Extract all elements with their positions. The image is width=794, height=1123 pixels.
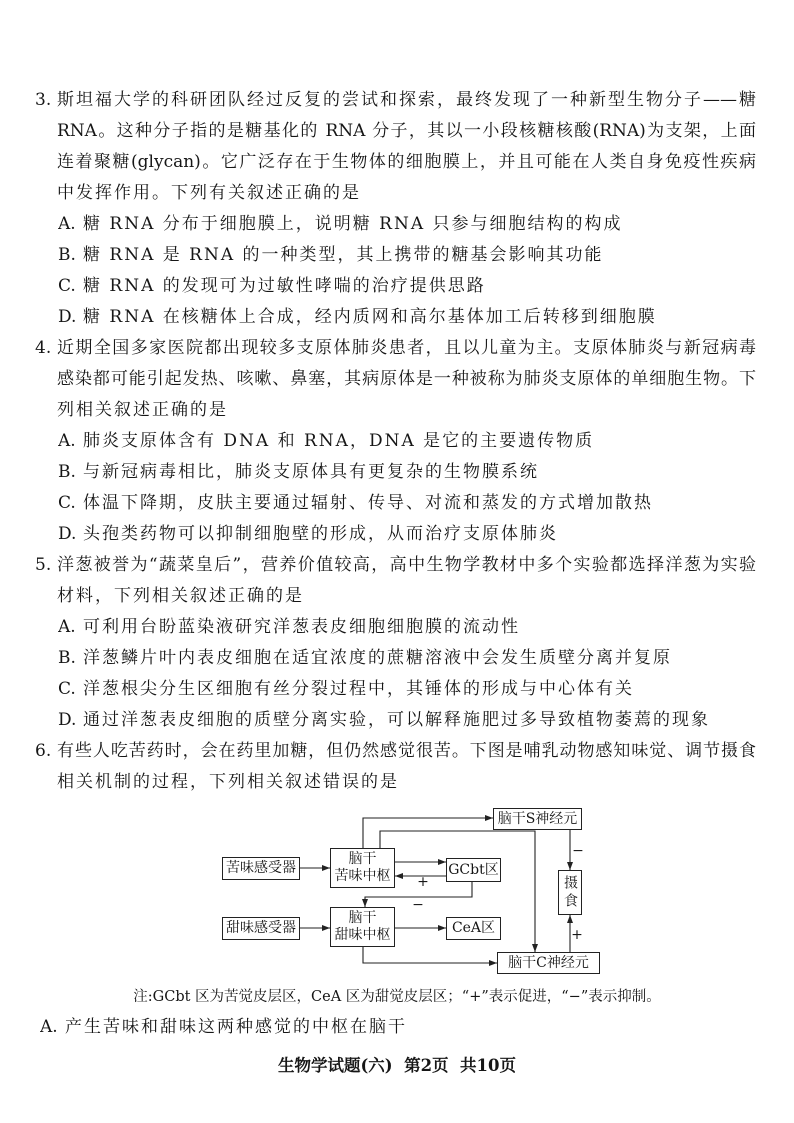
option-text: 产生苦味和甜味这两种感觉的中枢在脑干 xyxy=(65,1017,407,1037)
option-c xyxy=(0,488,794,519)
option-b xyxy=(0,457,794,488)
option-text: 糖 RNA 的发现可为过敏性哮喘的治疗提供思路 xyxy=(83,276,486,296)
feeding-box xyxy=(558,870,582,915)
promote-sign: + xyxy=(417,874,429,890)
question-3 xyxy=(0,85,794,333)
question-stem-line xyxy=(0,178,794,209)
question-stem-line xyxy=(0,333,794,364)
option-label: B. xyxy=(58,462,76,482)
question-5 xyxy=(0,550,794,736)
bitter-receptor-label: 苦味感受器 xyxy=(226,860,296,876)
option-label: C. xyxy=(58,276,76,296)
option-text: 与新冠病毒相比，肺炎支原体具有更复杂的生物膜系统 xyxy=(83,462,539,482)
option-label: D. xyxy=(58,524,77,544)
option-label: A. xyxy=(58,431,76,451)
question-6-options xyxy=(0,1012,794,1043)
c-neuron-box xyxy=(497,952,600,974)
option-b xyxy=(0,240,794,271)
question-stem-line xyxy=(0,85,794,116)
option-label: A. xyxy=(58,214,76,234)
question-stem-line xyxy=(0,395,794,426)
bitter-receptor-box xyxy=(222,857,300,880)
option-d xyxy=(0,302,794,333)
option-a xyxy=(0,1012,794,1043)
option-text: 体温下降期，皮肤主要通过辐射、传导、对流和蒸发的方式增加散热 xyxy=(83,493,653,513)
inhibit-sign: − xyxy=(572,843,584,859)
sweet-center-label-line2: 甜味中枢 xyxy=(334,927,391,943)
option-d xyxy=(0,705,794,736)
inhibit-sign: − xyxy=(412,897,424,913)
option-c xyxy=(0,674,794,705)
option-text: 洋葱根尖分生区细胞有丝分裂过程中，其锤体的形成与中心体有关 xyxy=(83,679,634,699)
bitter-center-box xyxy=(330,848,395,888)
option-label: A. xyxy=(58,617,76,637)
sweet-receptor-label: 甜味感受器 xyxy=(226,920,296,936)
question-stem-line xyxy=(0,736,794,767)
question-stem-text: 近期全国多家医院都出现较多支原体肺炎患者，且以儿童为主。支原体肺炎与新冠病毒 xyxy=(57,338,756,358)
option-text: 通过洋葱表皮细胞的质壁分离实验，可以解释施肥过多导致植物萎蔫的现象 xyxy=(83,710,710,730)
feeding-label: 摄食 xyxy=(562,874,578,911)
option-text: 肺炎支原体含有 DNA 和 RNA，DNA 是它的主要遗传物质 xyxy=(83,431,595,451)
question-stem-text: 感染都可能引起发热、咳嗽、鼻塞，其病原体是一种被称为肺炎支原体的单细胞生物。下 xyxy=(57,369,756,389)
question-number: 4. xyxy=(35,338,52,358)
gcbt-box xyxy=(446,858,501,882)
option-label: B. xyxy=(58,648,76,668)
question-6 xyxy=(0,736,794,798)
option-text: 洋葱鳞片叶内表皮细胞在适宜浓度的蔗糖溶液中会发生质壁分离并复原 xyxy=(83,648,672,668)
question-stem-text: 斯坦福大学的科研团队经过反复的尝试和探索，最终发现了一种新型生物分子——糖 xyxy=(57,90,756,110)
option-d xyxy=(0,519,794,550)
question-4 xyxy=(0,333,794,550)
sweet-center-box xyxy=(330,907,395,947)
bitter-center-label-line1: 脑干 xyxy=(348,851,377,867)
bitter-center-label-line2: 苦味中枢 xyxy=(334,868,391,884)
sweet-receptor-box xyxy=(222,917,300,940)
question-number: 3. xyxy=(35,90,52,110)
option-label: C. xyxy=(58,493,76,513)
option-label: B. xyxy=(58,245,76,265)
question-stem-text: 中发挥作用。下列有关叙述正确的是 xyxy=(57,183,361,203)
option-a xyxy=(0,209,794,240)
question-stem-text: 洋葱被誉为“蔬菜皇后”，营养价值较高，高中生物学教材中多个实验都选择洋葱为实验 xyxy=(57,555,756,575)
option-text: 糖 RNA 是 RNA 的一种类型，其上携带的糖基会影响其功能 xyxy=(83,245,604,265)
option-a xyxy=(0,612,794,643)
option-label: D. xyxy=(58,710,77,730)
option-label: C. xyxy=(58,679,76,699)
sweet-center-label-line1: 脑干 xyxy=(348,910,377,926)
arrow-sweet-center-to-c-neuron xyxy=(363,947,497,963)
s-neuron-box xyxy=(493,808,582,830)
question-stem-text: 列相关叙述正确的是 xyxy=(57,400,228,420)
taste-regulation-diagram xyxy=(200,800,620,985)
option-text: 糖 RNA 在核糖体上合成，经内质网和高尔基体加工后转移到细胞膜 xyxy=(83,307,657,327)
question-stem-line xyxy=(0,550,794,581)
cea-box xyxy=(446,917,501,940)
option-label: D. xyxy=(58,307,77,327)
question-stem-line xyxy=(0,767,794,798)
question-number: 5. xyxy=(35,555,52,575)
question-number: 6. xyxy=(35,741,52,761)
option-text: 可利用台盼蓝染液研究洋葱表皮细胞细胞膜的流动性 xyxy=(83,617,520,637)
question-stem-text: 连着聚糖(glycan)。它广泛存在于生物体的细胞膜上，并且可能在人类自身免疫性疾病 xyxy=(57,152,756,172)
gcbt-label: GCbt区 xyxy=(448,861,499,878)
promote-sign: + xyxy=(571,927,583,943)
cea-label: CeA区 xyxy=(451,920,496,936)
option-text: 糖 RNA 分布于细胞膜上，说明糖 RNA 只参与细胞结构的构成 xyxy=(83,214,623,234)
exam-page-body xyxy=(0,85,794,798)
question-stem-line xyxy=(0,581,794,612)
question-stem-line xyxy=(0,364,794,395)
option-label: A. xyxy=(40,1017,58,1037)
option-text: 头孢类药物可以抑制细胞壁的形成，从而治疗支原体肺炎 xyxy=(83,524,558,544)
question-stem-text: 有些人吃苦药时，会在药里加糖，但仍然感觉很苦。下图是哺乳动物感知味觉、调节摄食 xyxy=(57,741,756,761)
option-a xyxy=(0,426,794,457)
option-b xyxy=(0,643,794,674)
diagram-note: 注:GCbt 区为苦觉皮层区，CeA 区为甜觉皮层区；“+”表示促进，“−”表示抑制。 xyxy=(133,989,661,1005)
question-stem-text: RNA。这种分子指的是糖基化的 RNA 分子，其以一小段核糖核酸(RNA)为支架，上面 xyxy=(57,121,756,141)
question-stem-text: 相关机制的过程，下列相关叙述错误的是 xyxy=(57,772,399,792)
question-stem-line xyxy=(0,116,794,147)
question-stem-line xyxy=(0,147,794,178)
option-c xyxy=(0,271,794,302)
page-footer: 生物学试题(六) 第2页 共10页 xyxy=(277,1056,517,1075)
s-neuron-label: 脑干S神经元 xyxy=(497,810,578,827)
c-neuron-label: 脑干C神经元 xyxy=(508,954,589,971)
arrow-bitter-center-to-s-neuron xyxy=(363,818,493,848)
question-stem-text: 材料，下列相关叙述正确的是 xyxy=(57,586,304,606)
